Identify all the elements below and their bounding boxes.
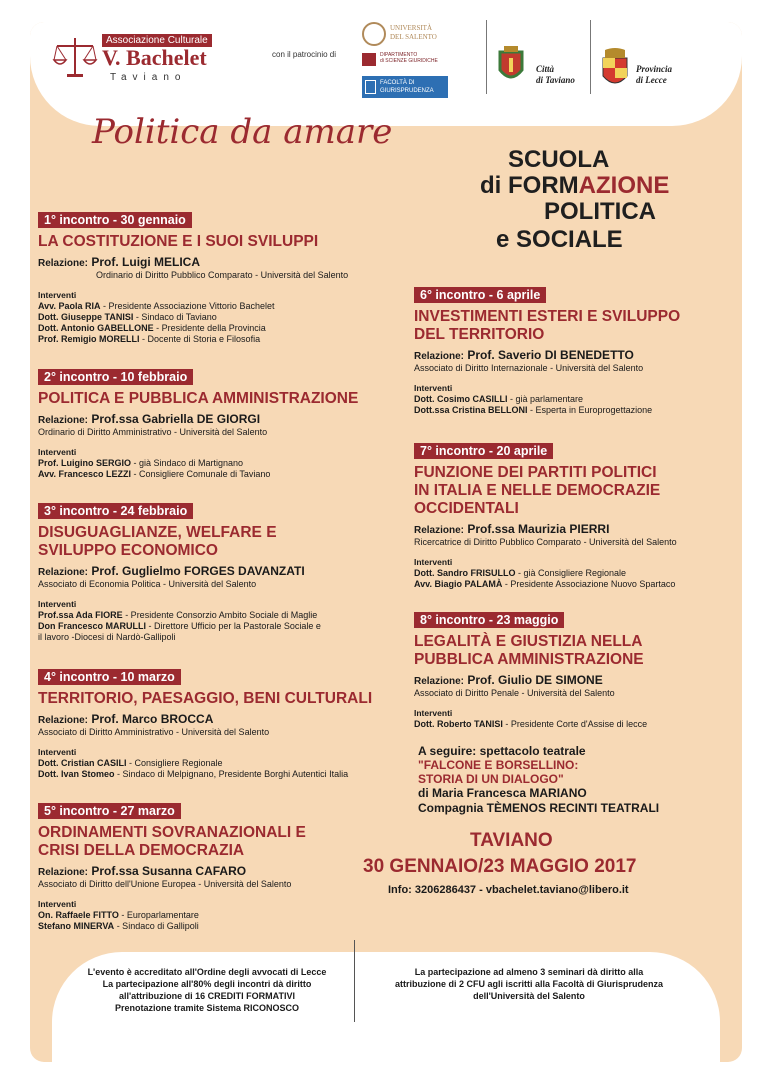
- intervention-desc: - già parlamentare: [507, 394, 584, 404]
- intervention-name: Dott. Cristian CASILI: [38, 758, 127, 768]
- footer-right-line: attribuzione di 2 CFU agli iscritti alla Facoltà di Giurisprudenza: [394, 979, 664, 989]
- interventions-label: Interventi: [38, 599, 77, 609]
- intervention-line: [38, 610, 317, 621]
- city-label-line2: di Taviano: [536, 75, 575, 85]
- speaker-name: Prof. Guglielmo FORGES DAVANZATI: [91, 564, 305, 578]
- intervention-desc: - Presidente Associazione Vittorio Bachelet: [100, 301, 275, 311]
- speaker-name: Prof.ssa Gabriella DE GIORGI: [91, 412, 261, 426]
- speaker-label: Relazione:: [38, 715, 89, 726]
- intervention-name: Prof. Luigino SERGIO: [38, 458, 131, 468]
- session-title: INVESTIMENTI ESTERI E SVILUPPO: [414, 308, 681, 325]
- intervention-desc: - Sindaco di Gallipoli: [114, 921, 199, 931]
- intervention-line: [38, 334, 260, 345]
- speaker-name: Prof.ssa Susanna CAFARO: [91, 864, 247, 878]
- header-divider: [486, 20, 487, 94]
- faculty-logo: [362, 76, 448, 98]
- session-badge: 5° incontro - 27 marzo: [38, 803, 181, 819]
- session-title: IN ITALIA E NELLE DEMOCRAZIE: [414, 482, 661, 499]
- intervention-desc: - Consigliere Regionale: [126, 758, 223, 768]
- footer-right: [366, 966, 692, 1002]
- faculty-line1: FACOLTÀ DI: [380, 80, 415, 86]
- session-title: POLITICA E PUBBLICA AMMINISTRAZIONE: [38, 390, 359, 407]
- department-mark-icon: [362, 53, 376, 66]
- interventions-label: Interventi: [38, 447, 77, 457]
- intervention-line: [38, 323, 266, 334]
- speaker-role: Associato di Diritto Internazionale - Università del Salento: [414, 363, 644, 373]
- theatre-author: di Maria Francesca MARIANO: [418, 786, 587, 800]
- faculty-mark-icon: [365, 80, 376, 94]
- intervention-name: On. Raffaele FITTO: [38, 910, 119, 920]
- intervention-desc: - Sindaco di Taviano: [133, 312, 217, 322]
- session-speaker: [414, 673, 603, 687]
- session-title: ORDINAMENTI SOVRANAZIONALI E: [38, 824, 306, 841]
- department-line2: di SCIENZE GIURIDICHE: [380, 58, 438, 64]
- script-title: Politica da amare: [92, 112, 393, 152]
- scales-icon: [52, 34, 98, 80]
- intervention-line: [38, 910, 199, 921]
- footer-left: [62, 966, 352, 1014]
- intervention-name: Don Francesco MARULLI: [38, 621, 147, 631]
- department-logo: [362, 52, 448, 68]
- university-name: [390, 24, 437, 42]
- school-title-line2: [480, 172, 669, 200]
- intervention-desc: il lavoro -Diocesi di Nardò-Gallipoli: [38, 632, 176, 642]
- school-title-line3: POLITICA: [544, 198, 656, 225]
- speaker-role: Ordinario di Diritto Amministrativo - Università del Salento: [38, 427, 268, 437]
- intervention-desc: - Direttore Ufficio per la Pastorale Sociale e: [146, 621, 321, 631]
- event-info: Info: 3206286437 - vbachelet.taviano@libero.it: [388, 884, 629, 896]
- session-title: DEL TERRITORIO: [414, 326, 545, 343]
- intervention-desc: - Consigliere Comunale di Taviano: [131, 469, 271, 479]
- speaker-name: Prof. Giulio DE SIMONE: [467, 673, 603, 687]
- interventions-label: Interventi: [38, 899, 77, 909]
- session-title: LEGALITÀ E GIUSTIZIA NELLA: [414, 633, 643, 650]
- association-town: Taviano: [110, 72, 187, 83]
- intervention-desc: - già Consigliere Regionale: [515, 568, 627, 578]
- intervention-line: [38, 632, 176, 643]
- intervention-line: [38, 469, 270, 480]
- intervention-desc: - Sindaco di Melpignano, Presidente Borghi Autentici Italia: [114, 769, 349, 779]
- intervention-name: Prof. Remigio MORELLI: [38, 334, 140, 344]
- speaker-role: Associato di Diritto dell'Unione Europea - Università del Salento: [38, 879, 292, 889]
- interventions-label: Interventi: [414, 557, 453, 567]
- speaker-label: Relazione:: [38, 867, 89, 878]
- intervention-line: [414, 405, 652, 416]
- intervention-name: Dott.ssa Cristina BELLONI: [414, 405, 528, 415]
- intervention-desc: - Presidente Corte d'Assise di lecce: [502, 719, 648, 729]
- speaker-name: Prof. Saverio DI BENEDETTO: [467, 348, 634, 362]
- intervention-line: [414, 568, 626, 579]
- speaker-label: Relazione:: [414, 351, 465, 362]
- intervention-line: [38, 621, 321, 632]
- session-badge: 7° incontro - 20 aprile: [414, 443, 553, 459]
- session-speaker: [414, 522, 609, 536]
- intervention-line: [38, 301, 274, 312]
- session-speaker: [38, 712, 213, 726]
- session-badge: 8° incontro - 23 maggio: [414, 612, 564, 628]
- school-title-line4: e SOCIALE: [496, 226, 623, 253]
- intervention-desc: - Esperta in Europrogettazione: [527, 405, 653, 415]
- intervention-desc: - Presidente Consorzio Ambito Sociale di Maglie: [122, 610, 318, 620]
- intervention-line: [414, 719, 647, 730]
- intervention-line: [38, 921, 199, 932]
- intervention-name: Dott. Roberto TANISI: [414, 719, 503, 729]
- lecce-crest-icon: [600, 48, 630, 90]
- footer-left-line: all'attribuzione di 16 CREDITI FORMATIVI: [119, 991, 295, 1001]
- theatre-intro: A seguire: spettacolo teatrale: [418, 744, 586, 758]
- speaker-role: Ricercatrice di Diritto Pubblico Comparato - Università del Salento: [414, 537, 677, 547]
- session-badge: 3° incontro - 24 febbraio: [38, 503, 193, 519]
- intervention-line: [38, 769, 348, 780]
- interventions-label: Interventi: [414, 383, 453, 393]
- footer-divider: [354, 940, 355, 1022]
- session-title: OCCIDENTALI: [414, 500, 519, 517]
- session-title: TERRITORIO, PAESAGGIO, BENI CULTURALI: [38, 690, 373, 707]
- association-name: V. Bachelet: [102, 45, 207, 70]
- event-dates: 30 GENNAIO/23 MAGGIO 2017: [363, 856, 637, 877]
- school-title-line2b: AZIONE: [578, 172, 670, 199]
- session-title: FUNZIONE DEI PARTITI POLITICI: [414, 464, 657, 481]
- footer-left-line: L'evento è accreditato all'Ordine degli avvocati di Lecce: [87, 967, 327, 977]
- intervention-line: [414, 579, 675, 590]
- intervention-name: Avv. Biagio PALAMÀ: [414, 579, 503, 589]
- patronage-label: con il patrocinio di: [272, 50, 337, 59]
- session-title: LA COSTITUZIONE E I SUOI SVILUPPI: [38, 233, 319, 250]
- intervention-name: Dott. Ivan Stomeo: [38, 769, 115, 779]
- session-badge: 4° incontro - 10 marzo: [38, 669, 181, 685]
- footer-right-line: dell'Università del Salento: [473, 991, 585, 1001]
- intervention-desc: - Presidente Associazione Nuovo Spartaco: [502, 579, 676, 589]
- speaker-name: Prof. Luigi MELICA: [91, 255, 201, 269]
- taviano-crest-icon: [496, 44, 526, 86]
- association-logo: [52, 30, 232, 90]
- interventions-label: Interventi: [38, 290, 77, 300]
- session-badge: 2° incontro - 10 febbraio: [38, 369, 193, 385]
- intervention-desc: - Presidente della Provincia: [153, 323, 266, 333]
- speaker-label: Relazione:: [414, 676, 465, 687]
- intervention-desc: - Europarlamentare: [118, 910, 199, 920]
- city-label: [536, 64, 575, 86]
- intervention-line: [38, 758, 223, 769]
- intervention-name: Stefano MINERVA: [38, 921, 115, 931]
- session-speaker: [38, 412, 260, 426]
- university-name-line2: DEL SALENTO: [390, 33, 437, 41]
- speaker-name: Prof.ssa Maurizia PIERRI: [467, 522, 610, 536]
- intervention-desc: - già Sindaco di Martignano: [131, 458, 244, 468]
- session-speaker: [38, 564, 305, 578]
- intervention-name: Avv. Paola RIA: [38, 301, 101, 311]
- speaker-label: Relazione:: [414, 525, 465, 536]
- theatre-title-line1: "FALCONE E BORSELLINO:: [418, 758, 579, 772]
- footer-left-line: Prenotazione tramite Sistema RICONOSCO: [114, 1003, 300, 1013]
- event-place: TAVIANO: [470, 830, 553, 851]
- faculty-line2: GIURISPRUDENZA: [380, 88, 434, 94]
- speaker-label: Relazione:: [38, 415, 89, 426]
- speaker-role: Ordinario di Diritto Pubblico Comparato - Università del Salento: [96, 270, 349, 280]
- session-badge: 1° incontro - 30 gennaio: [38, 212, 192, 228]
- province-label-line2: di Lecce: [636, 75, 667, 85]
- university-logos: [362, 22, 458, 100]
- province-label-line1: Provincia: [636, 64, 672, 74]
- intervention-line: [38, 458, 243, 469]
- footer-left-line: La partecipazione all'80% degli incontri dà diritto: [102, 979, 312, 989]
- intervention-name: Avv. Francesco LEZZI: [38, 469, 132, 479]
- university-name-line1: UNIVERSITÀ: [390, 24, 432, 32]
- intervention-line: [414, 394, 583, 405]
- intervention-name: Prof.ssa Ada FIORE: [38, 610, 123, 620]
- session-speaker: [38, 255, 200, 269]
- intervention-desc: - Docente di Storia e Filosofia: [139, 334, 261, 344]
- theatre-title-line2: STORIA DI UN DIALOGO": [418, 772, 564, 786]
- intervention-name: Dott. Giuseppe TANISI: [38, 312, 134, 322]
- province-label: [636, 64, 672, 86]
- speaker-label: Relazione:: [38, 258, 89, 269]
- session-title: PUBBLICA AMMINISTRAZIONE: [414, 651, 644, 668]
- interventions-label: Interventi: [38, 747, 77, 757]
- speaker-label: Relazione:: [38, 567, 89, 578]
- session-title: DISUGUAGLIANZE, WELFARE E: [38, 524, 277, 541]
- intervention-name: Dott. Antonio GABELLONE: [38, 323, 154, 333]
- session-title: SVILUPPO ECONOMICO: [38, 542, 218, 559]
- intervention-line: [38, 312, 217, 323]
- intervention-name: Dott. Sandro FRISULLO: [414, 568, 516, 578]
- school-title-line2a: di FORM: [480, 172, 579, 199]
- session-speaker: [414, 348, 634, 362]
- speaker-name: Prof. Marco BROCCA: [91, 712, 214, 726]
- session-speaker: [38, 864, 246, 878]
- department-line1: DIPARTIMENTO: [380, 52, 418, 58]
- university-seal-icon: [362, 22, 386, 46]
- association-subtitle: Associazione Culturale: [102, 34, 212, 47]
- intervention-name: Dott. Cosimo CASILLI: [414, 394, 508, 404]
- footer-right-line: La partecipazione ad almeno 3 seminari dà diritto alla: [414, 967, 644, 977]
- school-title-line1: SCUOLA: [508, 146, 610, 173]
- speaker-role: Associato di Economia Politica - Università del Salento: [38, 579, 257, 589]
- header-divider: [590, 20, 591, 94]
- theatre-company: Compagnia TÈMENOS RECINTI TEATRALI: [418, 801, 660, 815]
- speaker-role: Associato di Diritto Amministrativo - Università del Salento: [38, 727, 270, 737]
- speaker-role: Associato di Diritto Penale - Università del Salento: [414, 688, 615, 698]
- session-badge: 6° incontro - 6 aprile: [414, 287, 546, 303]
- interventions-label: Interventi: [414, 708, 453, 718]
- city-label-line1: Città: [536, 64, 555, 74]
- session-title: CRISI DELLA DEMOCRAZIA: [38, 842, 245, 859]
